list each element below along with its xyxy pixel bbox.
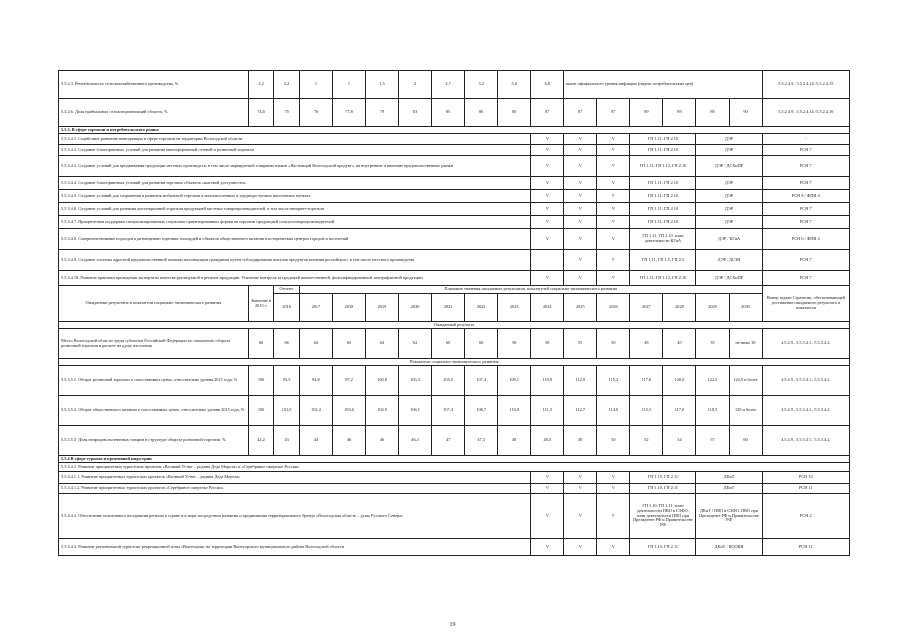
header-planned: Плановые значения ожидаемых результатов, показателей социально-экономического развития [299,286,762,294]
measure-row [59,484,850,494]
period-mark: V [531,271,564,286]
value-cell: 1 [299,71,332,99]
value-cell: 112,9 [564,366,597,396]
indicator-label: Место Вологодской области среди субъектов Российской Федерации по показателю оборота розничной торговли в расчете на душу населения [59,329,249,359]
measure-row [59,472,850,484]
page-number: 19 [449,622,456,628]
period-mark: V [564,250,597,271]
measure-label: 5.5.3.4.4. Создание благоприятных условий для развития торговых объектов «шаговой доступности» [59,177,531,190]
value-cell: 89 [696,99,729,127]
measure-label: 5.5.3.4.10. Развитие практики проведения экспертизы качества реализуемой в регионе продукции. Усиление контроля за продажей некачественной, фальсифицированной, контрафактной продукции [59,271,531,286]
period-mark: V [597,484,630,494]
indicator-row [59,366,850,396]
responsible-cell: ДЭР / КГиА [696,229,762,250]
program-cell: ГП 1.10, ГП 2.11 [630,472,696,484]
period-mark: V [531,229,564,250]
value-cell: 89 [630,99,663,127]
value-cell: 48 [498,426,531,456]
value-cell: 83 [399,99,432,127]
value-cell: 77,8 [332,99,365,127]
year-header: 2023 [498,294,531,322]
period-mark: V [564,271,597,286]
period-mark: V [597,156,630,177]
task-cell: 4.5.4.9., 5.5.3.4.1., 5.5.3.4.2. [762,426,849,456]
program-cell: ГП 1.10, ГП 2.11 [630,539,696,556]
indicator-label: 5.5.2.6. Доля прибыльных сельхозорганизаций области, % [59,99,249,127]
task-cell: РСН 7 [762,156,849,177]
value-cell: 111,3 [531,396,564,426]
year-header: 2020 [399,294,432,322]
period-mark: V [531,190,564,203]
program-cell: ГП 1.10, ГП 2.11 [630,484,696,494]
subheading: Ожидаемый результат [59,322,850,329]
indicator-row [59,396,850,426]
value-cell: 2 [399,71,432,99]
task-cell: РСН 7 [762,250,849,271]
task-cell: РСН 11 [762,484,849,494]
value-cell: 60 [465,329,498,359]
task-cell: РСН 2 [762,494,849,539]
value-cell: 110,0 [498,396,531,426]
value-cell: 107,4 [432,396,465,426]
indicator-label: 5.5.3.5.1. Оборот розничной торговли в сопоставимых ценах, относительно уровня 2015 года, % [59,366,249,396]
value-cell: 42,2 [248,426,274,456]
value-cell: 2,2 [248,71,274,99]
period-mark: V [597,203,630,216]
value-cell: 86 [465,99,498,127]
value-cell: 110,9 [531,366,564,396]
value-cell: 100,8 [366,366,399,396]
responsible-cell: ДКиТ / ПВО в СЗФО, ПВО при Президенте РФ и Правительстве РФ [696,494,762,539]
result-row [59,329,850,359]
year-header: 2028 [663,294,696,322]
measure-label: 5.5.3.4.3. Создание условий для продвижения продукции местных производств, в том числе маркируемой товарным знаком «Настоящий Вологодский продукт», на внутренние и внешние продовольственные рынки [59,156,531,177]
value-cell: 64 [299,329,332,359]
header-report: Отчетн. [274,286,300,294]
measure-label: 5.5.3.4.6. Создание условий для развития дистанционной торговли продукцией местных товаропроизводителей, в том числе интернет-торговли [59,203,531,216]
year-header: 2030 [729,294,762,322]
task-cell: 5.5.2.4.9., 5.5.2.4.14.-5.5.2.4.15 [762,71,849,99]
program-cell: ГП 1.11, ГП 2.10 [630,145,696,156]
measure-label: 5.5.3.4.5. Создание условий для сохранения и развития мобильной торговли в малонаселенных и труднодоступных населенных пунктах [59,190,531,203]
value-cell: 60 [729,426,762,456]
task-cell: РСН 7 [762,271,849,286]
responsible-cell: ДЭР [696,203,762,216]
section-row [59,463,850,472]
task-cell: РСН 8 / ФПН 4 [762,190,849,203]
period-mark: V [597,229,630,250]
period-mark: V [564,216,597,229]
task-cell: РСН 7 [762,145,849,156]
value-cell: 1,5 [366,71,399,99]
indicator-row [59,99,850,127]
value-cell: 124,9 и более [729,366,762,396]
measure-row [59,177,850,190]
period-mark: V [564,203,597,216]
period-mark: V [564,134,597,145]
period-mark: V [597,134,630,145]
indicator-label: 5.5.2.3. Рентабельность сельскохозяйственного производства, % [59,71,249,99]
subheading-row [59,359,850,366]
responsible-cell: ДЭР [696,134,762,145]
value-cell: 60 [432,329,465,359]
responsible-cell: ДЭР [696,145,762,156]
value-cell: 114,0 [597,396,630,426]
section-row [59,127,850,134]
value-cell: 2,7 [432,71,465,99]
period-mark: V [531,216,564,229]
task-cell: РСН 6 / ФПН 4 [762,229,849,250]
value-cell: 5,6 [498,71,531,99]
period-mark: V [597,190,630,203]
period-mark: V [597,271,630,286]
period-mark: V [564,472,597,484]
measure-row [59,271,850,286]
task-cell: - [762,134,849,145]
value-cell: 122,5 [696,366,729,396]
value-cell: 115,2 [597,366,630,396]
year-header: 2024 [531,294,564,322]
subheading-row [59,322,850,329]
period-mark: V [531,484,564,494]
indicator-label: 5.5.3.5.3. Доля непродовольственных товаров в структуре оборота розничной торговли, % [59,426,249,456]
indicator-label: 5.5.3.5.2. Оборот общественного питания в сопоставимых ценах, относительно уровня 2015 года, % [59,396,249,426]
measure-row [59,156,850,177]
year-header: 2025 [564,294,597,322]
value-cell: 100 [248,366,274,396]
value-cell: 102,4 [299,396,332,426]
indicator-row [59,426,850,456]
period-mark: V [564,539,597,556]
value-cell: 120 и более [729,396,762,426]
value-cell: 107,4 [465,366,498,396]
measure-label: 5.5.3.4.2. Создание благоприятных условий для развития многоформатной сетевой и розничной торговли [59,145,531,156]
value-cell: 100 [248,396,274,426]
header-row [59,286,850,294]
measure-row [59,134,850,145]
program-cell: ГП 1.11, ГП 2.10, план деятельности КГиА [630,229,696,250]
value-cell: 118,5 [696,396,729,426]
value-cell: 48,5 [531,426,564,456]
header-task: Номер задачи Стратегии, обеспечивающей достижение ожидаемого результата и показателя [762,286,849,322]
measure-row [59,190,850,203]
period-mark: V [531,203,564,216]
indicator-row [59,71,850,99]
year-header: 2022 [465,294,498,322]
measure-label: 5.5.3.4.9. Создание системы адресной продовольственной помощи малоимущим гражданам путем субсидирования покупок продуктов питания российского, в том числе местного производства [59,250,531,271]
program-cell: ГП 1.10, ГП 2.11, план деятельности ПВО в СЗФО, план деятельности ПВО при Президенте РФ и Правительстве РФ [630,494,696,539]
value-cell: 66 [274,329,300,359]
task-cell: РСН 11 [762,539,849,556]
value-cell: 87 [564,99,597,127]
value-cell: не ниже 30 [729,329,762,359]
period-mark: V [564,494,597,539]
period-mark: V [564,190,597,203]
value-cell: 109,1 [498,366,531,396]
value-cell: 93,5 [274,366,300,396]
subsection-heading: 5.5.4.4.1. Развитие приоритетных туристских проектов «Великий Устюг – родина Деда Мороза» и «Серебряное ожерелье России» [59,463,850,472]
period-mark: V [597,216,630,229]
value-cell: 48 [630,329,663,359]
value-cell: 49 [564,426,597,456]
value-cell: 79 [366,99,399,127]
value-cell: 47,3 [465,426,498,456]
year-header: 2016 [274,294,300,322]
value-cell: 120,0 [663,366,696,396]
responsible-cell: ДЭР [696,216,762,229]
period-mark: V [564,145,597,156]
value-cell: 3,2 [465,71,498,99]
period-mark: V [564,229,597,250]
section-row [59,456,850,463]
value-cell: 43 [274,426,300,456]
period-mark: V [564,156,597,177]
period-mark: V [597,539,630,556]
value-cell: 46,3 [399,426,432,456]
period-mark: V [564,484,597,494]
value-cell: 35 [696,329,729,359]
responsible-cell: ДКиТ [696,472,762,484]
value-cell: 50 [597,426,630,456]
program-cell: ГП 1.11, ГП 2.10 [630,190,696,203]
period-mark: V [564,177,597,190]
period-mark: V [597,494,630,539]
value-cell: 85 [432,99,465,127]
merged-note: выше официального уровня инфляции (индекс потребительских цен) [564,71,762,99]
measure-label: 5.5.3.4.7. Приоритетная поддержка специализированных социально-ориентированных форматов торговли продукцией сельхозтоваропроизводителей [59,216,531,229]
value-cell: 94,8 [299,366,332,396]
value-cell: 117,0 [663,396,696,426]
measure-label: 5.5.4.4.2. Обеспечение позитивного восприятия региона в стране и в мире посредством развития и продвижения территориального бренда «Вологодская область – душа Русского Севера» [59,494,531,539]
period-mark: V [597,472,630,484]
year-header: 2017 [299,294,332,322]
value-cell: 2,2 [274,71,300,99]
strategy-table [58,70,850,556]
value-cell: 1 [332,71,365,99]
task-cell: РСН 7 [762,177,849,190]
period-mark: V [531,177,564,190]
measure-label: 5.5.4.4.1.1. Развитие приоритетных туристских проектов «Великий Устюг – родина Деда Мороза» [59,472,531,484]
measure-row [59,250,850,271]
value-cell: 104,9 [366,396,399,426]
value-cell: 87 [531,99,564,127]
year-header: 2029 [696,294,729,322]
section-heading: 5.5.4 В сфере туризма и креативной индустрии [59,456,850,463]
value-cell: 6,8 [531,71,564,99]
value-cell: 105,5 [432,366,465,396]
period-mark: V [531,145,564,156]
value-cell: 112,7 [564,396,597,426]
period-mark: V [531,134,564,145]
measure-label: 5.5.3.4.1. Содействие развитию конкуренции в сфере торговли на территории Вологодской области [59,134,531,145]
period-mark: V [531,156,564,177]
year-header: 2018 [332,294,365,322]
value-cell: 108,7 [465,396,498,426]
period-mark: V [531,494,564,539]
task-cell: РСН 7 [762,203,849,216]
measure-label: 5.5.4.4.1.2. Развитие приоритетных туристских проектов «Серебряное ожерелье России» [59,484,531,494]
measure-row [59,203,850,216]
period-mark: V [597,177,630,190]
responsible-cell: ДЭР [696,190,762,203]
value-cell: 65 [332,329,365,359]
value-cell: 58 [531,329,564,359]
program-cell: ГП 1.11, ГП 2.10 [630,203,696,216]
program-cell: ГП 1.11, ГП 1.13, ГП 2.10 [630,156,696,177]
value-cell: 86 [498,99,531,127]
value-cell: 57 [696,426,729,456]
measure-row [59,216,850,229]
measure-row [59,229,850,250]
value-cell: 58 [498,329,531,359]
header-base: Значение в 2015 г. [248,286,274,322]
period-mark [531,250,564,271]
value-cell: 117,6 [630,366,663,396]
period-mark: V [597,145,630,156]
responsible-cell: ДКиТ [696,484,762,494]
value-cell: 46 [332,426,365,456]
value-cell: 74,6 [248,99,274,127]
year-header: 2019 [366,294,399,322]
year-header: 2021 [432,294,465,322]
year-header: 2027 [630,294,663,322]
value-cell: 40 [663,329,696,359]
program-cell: ГП 1.11, ГП 1.5, ГП 2.5 [630,250,696,271]
value-cell: 47 [432,426,465,456]
value-cell: 101,0 [274,396,300,426]
value-cell: 106,1 [399,396,432,426]
value-cell: 97,2 [332,366,365,396]
value-cell: 46 [366,426,399,456]
program-cell: ГП 1.11, ГП 1.13, ГП 2.10 [630,271,696,286]
subheading: Показатели социально-экономического развития [59,359,850,366]
value-cell: 62 [399,329,432,359]
value-cell: 66 [248,329,274,359]
section-heading: 5.5.3. В сфере торговли и потребительского рынка [59,127,850,134]
value-cell: 50 [597,329,630,359]
task-cell: 4.5.4.9., 5.5.3.4.1., 5.5.3.4.2. [762,396,849,426]
program-cell: ГП 1.11, ГП 2.10 [630,216,696,229]
value-cell: 115,5 [630,396,663,426]
program-cell: ГП 1.11, ГП 2.10 [630,177,696,190]
task-cell: РСН 7 [762,216,849,229]
value-cell: 90 [729,99,762,127]
measure-label: 5.5.3.4.8. Совершенствование подходов к размещению торговых площадей и объектов общественного питания в исторических центрах городов и поселений [59,229,531,250]
period-mark: V [531,472,564,484]
task-cell: 5.5.2.4.9., 5.5.2.4.14.-5.5.2.4.16 [762,99,849,127]
value-cell: 103,6 [332,396,365,426]
value-cell: 54 [663,426,696,456]
year-header: 2026 [597,294,630,322]
value-cell: 44 [299,426,332,456]
responsible-cell: ДЭР [696,177,762,190]
responsible-cell: ДЭР / ДСХиПР [696,156,762,177]
measure-row [59,145,850,156]
value-cell: 52 [630,426,663,456]
responsible-cell: ДЭР / ДСХиПР [696,271,762,286]
period-mark: V [597,250,630,271]
program-cell: ГП 1.11, ГП 2.10 [630,134,696,145]
value-cell: 87 [597,99,630,127]
responsible-cell: ДКиТ / КООКН [696,539,762,556]
value-cell: 103,3 [399,366,432,396]
value-cell: 76 [299,99,332,127]
task-cell: РСН 10 [762,472,849,484]
period-mark: V [531,539,564,556]
responsible-cell: ДЭР / ДСЗН [696,250,762,271]
measure-label: 5.5.4.4.3. Развитие региональной туристско-рекреационной зоны «Вытегория» на территории Вытегорского муниципального района Вологодской области [59,539,531,556]
value-cell: 55 [564,329,597,359]
task-cell: 4.5.4.9., 5.5.3.4.1., 5.5.3.4.2. [762,329,849,359]
value-cell: 64 [366,329,399,359]
header-label: Ожидаемые результаты и показатели социально-экономического развития [59,286,249,322]
measure-row [59,539,850,556]
measure-row [59,494,850,539]
value-cell: 89 [663,99,696,127]
value-cell: 75 [274,99,300,127]
task-cell: 4.5.4.9., 5.5.3.4.1., 5.5.3.4.2. [762,366,849,396]
